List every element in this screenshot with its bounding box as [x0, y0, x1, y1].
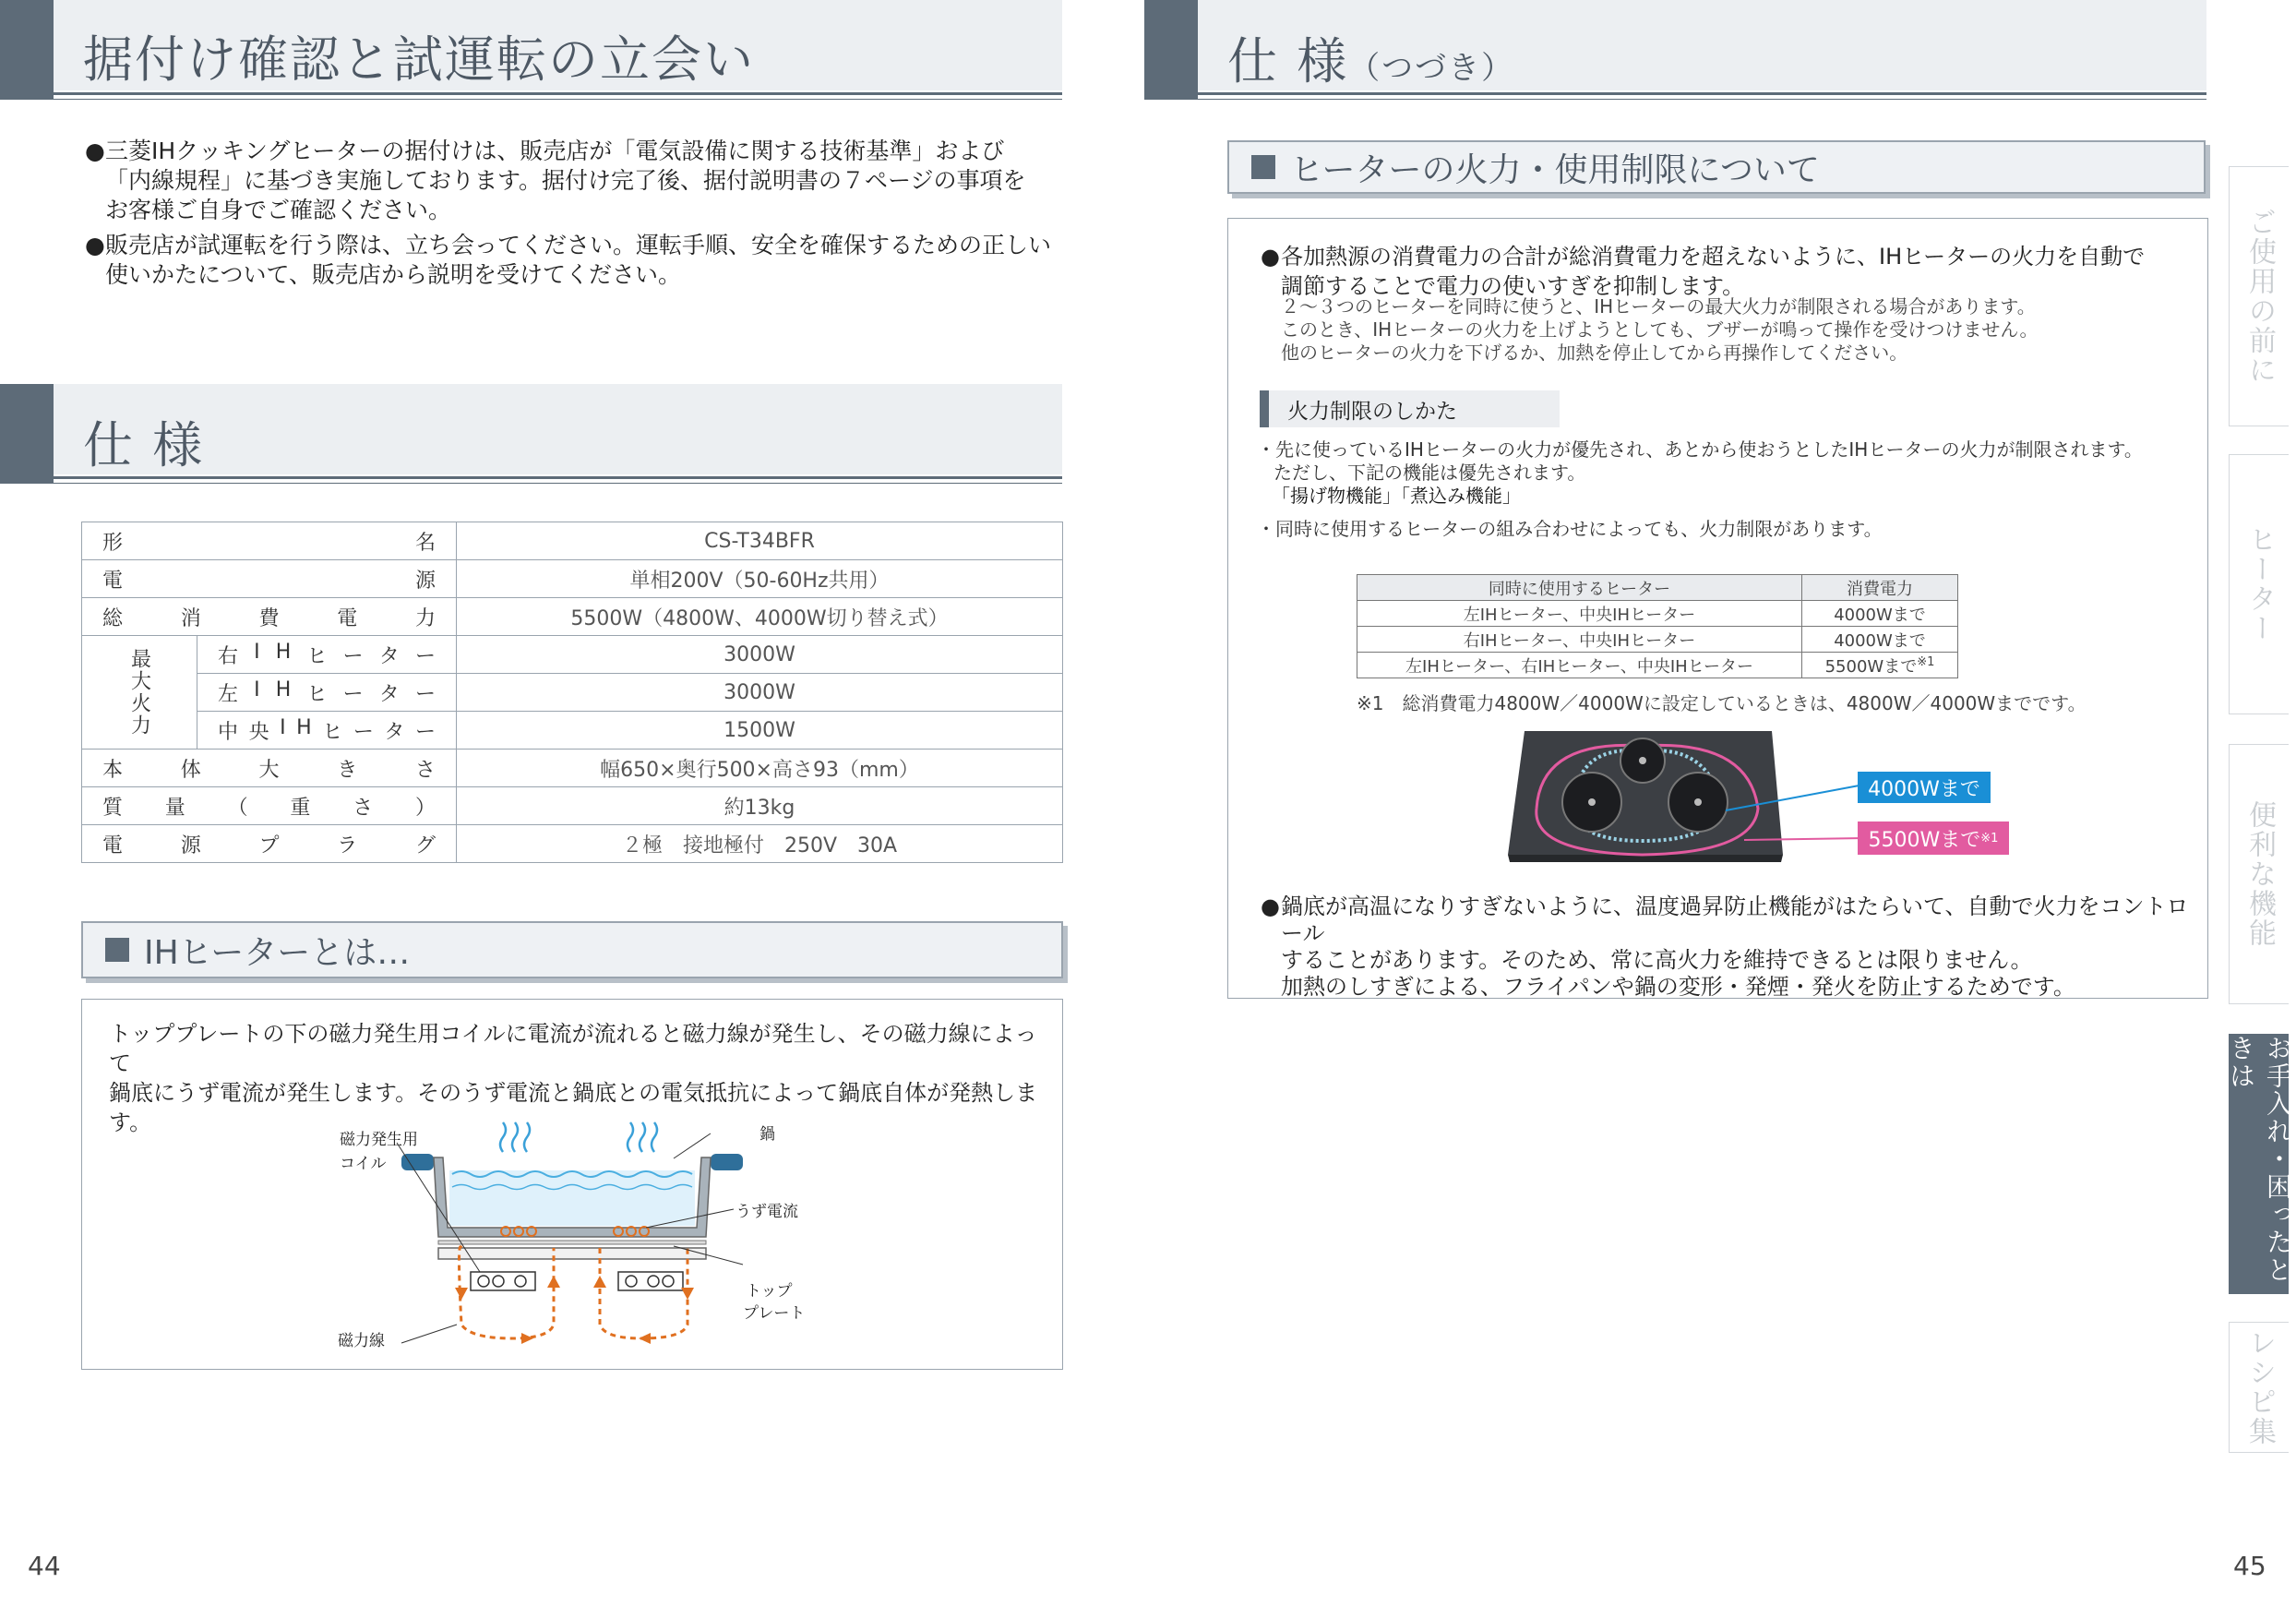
pan-label: 鍋: [759, 1125, 775, 1144]
note-line: [1257, 518, 2198, 541]
text-line: 各加熱源の消費電力の合計が総消費電力を超えないように、IHヒーターの火力を自動で: [1281, 244, 2146, 270]
label-char: 大: [258, 758, 280, 782]
bullet-item: [85, 137, 1063, 225]
table-row: [82, 712, 1063, 750]
bullet-dot: ●: [85, 232, 105, 258]
ih-heading: [81, 921, 1063, 978]
section-bar: [0, 384, 54, 484]
table-cell: 4000Wまで: [1802, 627, 1958, 653]
label-char: ラ: [337, 833, 358, 857]
side-tab-before-use[interactable]: ご使用の前に: [2229, 166, 2289, 426]
spec-value: 3000W: [457, 674, 1063, 712]
title-main: 仕 様: [1227, 32, 1349, 90]
label-char: H: [296, 715, 312, 739]
label-char: タ: [384, 720, 405, 744]
bullet-dot: ●: [1261, 893, 1280, 919]
label-char: 電: [102, 833, 124, 857]
bullet-dot: ●: [85, 138, 105, 164]
label-char: タ: [378, 682, 400, 706]
eddy-current-label: うず電流: [735, 1203, 798, 1221]
spec-table: [81, 522, 1063, 863]
label-char: （: [227, 796, 248, 820]
label-char: 重: [290, 796, 311, 820]
side-tab-recipes[interactable]: レシピ集: [2229, 1322, 2289, 1453]
spec-label: [102, 830, 436, 858]
note-text: 同時に使用するヒーターの組み合わせによっても、火力制限があります。: [1275, 518, 1883, 540]
label-char: 形: [102, 531, 124, 555]
label-char: さ: [414, 758, 436, 782]
spec-value: 5500W（4800W、4000W切り替え式）: [457, 598, 1063, 636]
sub-heading: [1260, 390, 1560, 427]
section-underline: [1198, 99, 2206, 100]
spec-label: [102, 565, 436, 594]
label-char: グ: [414, 833, 436, 857]
top-plate-label: プレート: [743, 1304, 806, 1323]
callout-lines: [1726, 775, 1864, 840]
leader-lines: [397, 1133, 743, 1343]
spec-label: [218, 641, 436, 669]
coil-label: コイル: [340, 1155, 387, 1173]
plate-bar: [438, 1248, 706, 1259]
page-number: 44: [28, 1551, 61, 1581]
side-tab-features[interactable]: 便利な機能: [2229, 744, 2289, 1004]
table-cell: 右IHヒーター、中央IHヒーター: [1357, 627, 1802, 653]
square-icon: [105, 938, 129, 962]
label-char: 量: [164, 796, 185, 820]
label-char: ー: [342, 682, 364, 706]
label-char: H: [275, 678, 292, 702]
label-char: ー: [342, 644, 364, 668]
bullet-item: [1261, 893, 2197, 1001]
label-char: ヒ: [306, 682, 328, 706]
sub-heading-text: 火力制限のしかた: [1287, 399, 1457, 424]
spec-value: CS-T34BFR: [457, 522, 1063, 560]
table-row: [82, 598, 1063, 636]
table-cell: 4000Wまで: [1802, 601, 1958, 627]
label-char: プ: [258, 833, 280, 857]
side-tab-care-troubleshooting[interactable]: お手入れ・困ったときは: [2229, 1034, 2289, 1294]
heater-limit-heading-text: ヒーターの火力・使用制限について: [1290, 150, 1820, 189]
text-line: 使いかたについて、販売店から説明を受けてください。: [105, 261, 682, 288]
text-line: 「内線規程」に基づき実施しております。据付け完了後、据付説明書の７ページの事項を: [105, 167, 1026, 194]
column-header: 同時に使用するヒーター: [1357, 575, 1802, 601]
bullet-dot: ●: [1261, 244, 1280, 270]
label-char: さ: [353, 796, 374, 820]
magnetic-flux-icon: [460, 1247, 688, 1338]
text-line: することがあります。そのため、常に高火力を維持できるとは限りません。: [1281, 947, 2033, 973]
table-row: [82, 674, 1063, 712]
label-char: 源: [414, 569, 436, 593]
label-char: I: [280, 715, 286, 739]
label-char: ー: [414, 720, 436, 744]
table-row: [82, 560, 1063, 598]
label-char: 電: [102, 569, 124, 593]
power-limit-table: [1357, 574, 1958, 678]
table-cell: 左IHヒーター、中央IHヒーター: [1357, 601, 1802, 627]
label-char: 央: [248, 720, 269, 744]
text-line: 三菱IHクッキングヒーターの据付けは、販売店が「電気設備に関する技術基準」および: [105, 138, 1005, 164]
label-char: I: [254, 640, 260, 664]
text-line: 他のヒーターの火力を下げるか、加熱を停止してから再操作してください。: [1281, 342, 1908, 364]
limit-notes: [1257, 438, 2198, 541]
label-char: 力: [414, 606, 436, 630]
spec-value: ２極 接地極付 250V 30A: [457, 825, 1063, 863]
spec-label: [102, 527, 436, 556]
section-header-bg: [54, 384, 1062, 474]
installation-text: [85, 137, 1063, 290]
label-char: 右: [218, 644, 239, 668]
note-text: 先に使っているIHヒーターの火力が優先され、あとから使おうとしたIHヒーターの火力が制限されます。: [1275, 438, 2143, 461]
section-bar: [0, 0, 54, 100]
label-char: 名: [414, 531, 436, 555]
footnote-mark: ※1: [1917, 654, 1935, 669]
table-cell: [1802, 653, 1958, 678]
label-char: 源: [180, 833, 201, 857]
footnote-mark: ※1: [1980, 831, 1999, 845]
text-line: 鍋底が高温になりすぎないように、温度過昇防止機能がはたらいて、自動で火力をコントロール: [1281, 893, 2189, 946]
note-line: [1257, 462, 2198, 485]
top-plate-icon: [438, 1241, 706, 1244]
label-char: 総: [102, 606, 124, 630]
text-line: 加熱のしすぎによる、フライパンや鍋の変形・発煙・発火を防止するためです。: [1281, 974, 2075, 1000]
table-row: [1357, 601, 1958, 627]
label-char: ー: [414, 682, 436, 706]
spec-value: 約13kg: [457, 787, 1063, 825]
paragraph-overheat: [1261, 893, 2197, 1001]
spec-label: [102, 792, 436, 821]
section-underline: [54, 476, 1062, 479]
table-header-row: [1357, 575, 1958, 601]
callout-text: 5500Wまで: [1868, 828, 1981, 852]
bullet-item: [1261, 242, 2193, 301]
label-char: き: [337, 758, 358, 782]
note-text: 「揚げ物機能」「煮込み機能」: [1272, 485, 1521, 507]
top-plate-label: トップ: [746, 1282, 793, 1301]
label-char: ヒ: [306, 644, 328, 668]
text-line: このとき、IHヒーターの火力を上げようとしても、ブザーが鳴って操作を受けつけません。: [1281, 318, 2039, 341]
spec-label: [218, 678, 436, 707]
label-char: 本: [102, 758, 124, 782]
section-underline: [54, 92, 1062, 95]
callout-5500w: [1858, 821, 2009, 855]
cell-value: 5500Wまで: [1824, 656, 1918, 677]
spec-label: [102, 603, 436, 631]
column-header: 消費電力: [1802, 575, 1958, 601]
callout-4000w: 4000Wまで: [1858, 772, 1991, 803]
table-row: [82, 787, 1063, 825]
label-char: ー: [353, 720, 374, 744]
square-icon: [1251, 155, 1275, 179]
heater-limit-heading: [1227, 140, 2206, 194]
table-row: [1357, 653, 1958, 678]
label-char: 左: [218, 682, 239, 706]
table-cell: 左IHヒーター、右IHヒーター、中央IHヒーター: [1357, 653, 1802, 678]
note-mark: ・: [1257, 518, 1275, 540]
section-underline: [54, 483, 1062, 484]
note-text: ただし、下記の機能は優先されます。: [1274, 462, 1586, 484]
section-title-spec-continued: [1227, 22, 1514, 93]
bullet-item: [85, 231, 1063, 290]
label-char: 電: [337, 606, 358, 630]
section-title-spec: 仕 様: [83, 416, 205, 474]
label-char: ヒ: [322, 720, 343, 744]
label-char: タ: [378, 644, 400, 668]
section-underline: [54, 99, 1062, 100]
text-line: 鍋底にうず電流が発生します。そのうず電流と鍋底との電気抵抗によって鍋底自体が発熱します。: [109, 1080, 1038, 1135]
paragraph-auto-control: [1261, 242, 2193, 301]
label-char: I: [254, 678, 260, 702]
page-number: 45: [2233, 1551, 2266, 1581]
pan-icon: [401, 1154, 743, 1237]
coil-label: 磁力発生用: [340, 1131, 418, 1149]
label-char: 質: [102, 796, 124, 820]
table-row: [82, 522, 1063, 560]
ih-heading-text: IHヒーターとは…: [144, 933, 411, 972]
section-title-installation: 据付け確認と試運転の立会い: [83, 30, 755, 89]
label-char: 消: [180, 606, 201, 630]
label-char: 中: [218, 720, 239, 744]
note-line: [1257, 485, 2198, 508]
section-bar: [1144, 0, 1198, 100]
text-line: お客様ご自身でご確認ください。: [105, 197, 452, 223]
label-char: ）: [414, 796, 436, 820]
title-sub: （つづき）: [1348, 50, 1515, 87]
side-tab-heater[interactable]: ヒーター: [2229, 454, 2289, 714]
label-char: 費: [258, 606, 280, 630]
spec-label: [102, 754, 436, 783]
max-power-group-label: 最大火力: [127, 648, 151, 737]
text-line: 調節することで電力の使いすぎを抑制します。: [1281, 273, 1745, 299]
text-line: トッププレートの下の磁力発生用コイルに電流が流れると磁力線が発生し、その磁力線によって: [109, 1021, 1037, 1076]
label-char: H: [275, 640, 292, 664]
text-line: 販売店が試運転を行う際は、立ち会ってください。運転手順、安全を確保するための正しい: [105, 232, 1052, 258]
spec-value: 3000W: [457, 636, 1063, 674]
paragraph-notes: [1281, 295, 2204, 365]
flux-label: 磁力線: [338, 1332, 385, 1350]
label-char: ー: [414, 644, 436, 668]
note-line: [1257, 438, 2198, 462]
table-row: [82, 825, 1063, 863]
sub-heading-bar: [1260, 390, 1269, 427]
table-row: [1357, 627, 1958, 653]
coil-icon: [471, 1272, 683, 1290]
label-char: 体: [180, 758, 201, 782]
spec-value: 1500W: [457, 712, 1063, 750]
spec-label: [218, 716, 436, 745]
table-row: [82, 636, 1063, 674]
spec-value: 単相200V（50-60Hz共用）: [457, 560, 1063, 598]
spec-value: 幅650×奥行500×高さ93（mm）: [457, 750, 1063, 787]
footnote: ※1 総消費電力4800W／4000Wに設定しているときは、4800W／4000Wまでです。: [1357, 692, 2087, 714]
steam-icon: [500, 1122, 657, 1152]
table-row: [82, 750, 1063, 787]
note-mark: ・: [1257, 438, 1275, 461]
text-line: ２～３つのヒーターを同時に使うと、IHヒーターの最大火力が制限される場合があります。: [1281, 295, 2036, 318]
